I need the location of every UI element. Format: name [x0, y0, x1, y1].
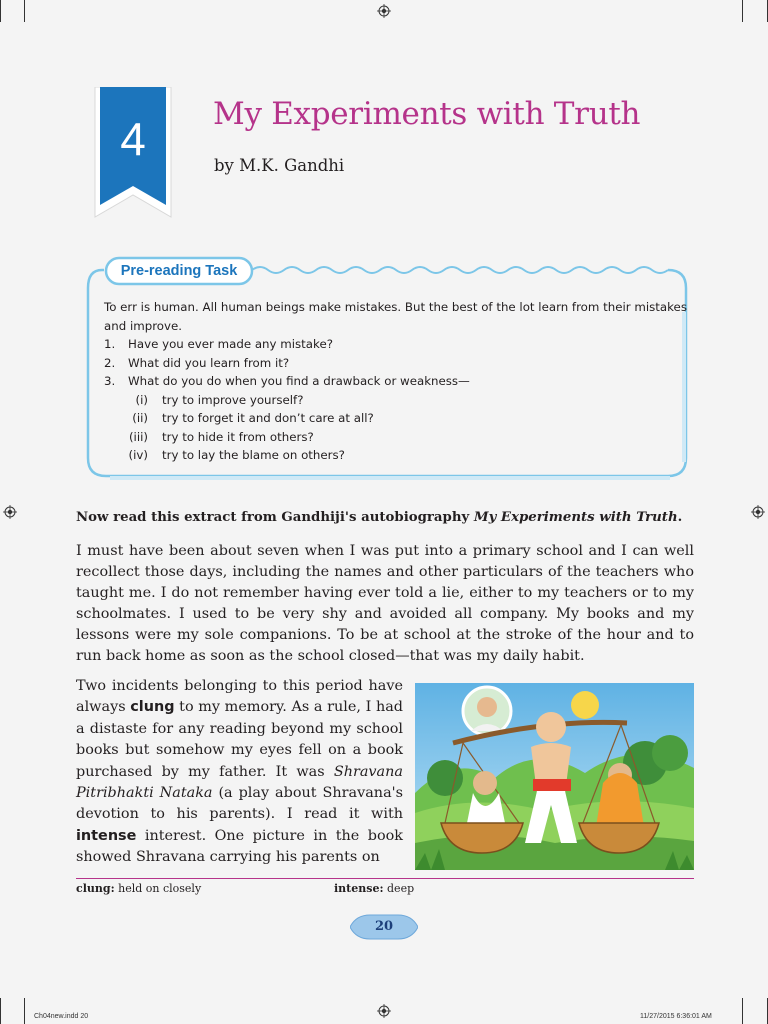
- file-slug: Ch04new.indd 20: [34, 1013, 89, 1020]
- pre-reading-intro-line: [104, 317, 684, 336]
- option-number: (i): [135, 392, 148, 407]
- pre-reading-intro-line: [104, 298, 687, 317]
- chapter-number: 4: [120, 113, 146, 165]
- paragraph-1: I must have been about seven when I was put into a primary school and I can well recollect those days, including the names and other particulars of the teachers who taught me. I do not remember having ever told a lie, either to my teachers or to my schoolmates. I used to be very shy and avoided all company. My books and my lessons were my sole companions. To be at school at the stroke of the hour and to run back home as soon as the school closed—that was my daily habit.: [76, 543, 694, 664]
- glossary-term: clung:: [76, 882, 115, 895]
- option-text: try to lay the blame on others?: [162, 448, 345, 462]
- option-item: [104, 409, 684, 428]
- intro-lead: Now read this extract from Gandhiji's autobiography: [76, 510, 474, 525]
- chapter-title: My Experiments with Truth: [213, 96, 641, 132]
- glossary-meaning: held on closely: [114, 882, 202, 895]
- crop-mark: [0, 0, 1, 22]
- text-run: (a play about Shravana's devotion to his parents). I read it with: [76, 785, 403, 823]
- glossary-term: intense:: [334, 882, 384, 895]
- question-text: Have you ever made any mistake?: [128, 337, 333, 351]
- option-text: try to forget it and don’t care at all?: [162, 411, 374, 425]
- shravana-illustration: [415, 683, 694, 870]
- registration-mark-icon: [751, 505, 765, 519]
- glossary-entry: [76, 882, 201, 895]
- pre-reading-content: [104, 298, 687, 465]
- play-title: Shravana Pitribhakti Nataka: [76, 763, 403, 802]
- registration-mark-icon: [3, 505, 17, 519]
- glossary-word-intense: intense: [76, 827, 137, 844]
- page-number: 20: [374, 919, 394, 934]
- intro-text: To err is human. All human beings make mistakes. But the best of the lot learn from their mistakes: [104, 300, 687, 314]
- pre-reading-heading: Pre-reading Task: [120, 263, 238, 279]
- registration-mark-icon: [377, 4, 391, 18]
- question-text: What did you learn from it?: [128, 355, 290, 370]
- registration-mark-icon: [377, 1004, 391, 1018]
- option-number: (iv): [128, 448, 148, 462]
- text-run: interest. One picture in the book showed Shravana carrying his parents on: [76, 827, 403, 866]
- question-text: What do you do when you find a drawback or weakness—: [128, 374, 470, 388]
- option-item: [104, 446, 684, 465]
- question-number: 3.: [104, 374, 116, 388]
- glossary-rule: [76, 878, 694, 879]
- question-item: [104, 335, 684, 354]
- author-byline: by M.K. Gandhi: [214, 156, 345, 175]
- glossary-entry: [334, 882, 414, 895]
- option-text: try to improve yourself?: [162, 392, 304, 407]
- book-title: My Experiments with Truth: [473, 510, 678, 525]
- text-run: Two incidents belonging to this period have always: [76, 678, 403, 716]
- option-text: try to hide it from others?: [162, 429, 314, 444]
- crop-mark: [742, 0, 743, 22]
- option-number: (iii): [128, 429, 148, 444]
- text-run: to my memory. As a rule, I had a distaste for any reading beyond my school books but somehow my eyes fell on a book purchased by my father. It was: [76, 699, 404, 780]
- intro-end: .: [677, 510, 683, 525]
- crop-mark: [24, 998, 25, 1024]
- question-item: [104, 354, 684, 373]
- option-item: [104, 391, 684, 410]
- crop-mark: [24, 0, 25, 22]
- option-item: [104, 428, 684, 447]
- extract-intro: [76, 510, 682, 525]
- crop-mark: [0, 998, 1, 1024]
- crop-mark: [742, 998, 743, 1024]
- paragraph-2: [76, 676, 403, 869]
- timestamp-slug: 11/27/2015 6:36:01 AM: [640, 1013, 712, 1020]
- option-number: (ii): [132, 411, 148, 425]
- glossary-meaning: deep: [383, 882, 415, 895]
- question-number: 2.: [104, 355, 116, 370]
- question-number: 1.: [104, 337, 116, 351]
- intro-text: and improve.: [104, 318, 182, 333]
- question-item: [104, 372, 684, 391]
- glossary-word-clung: clung: [130, 699, 175, 716]
